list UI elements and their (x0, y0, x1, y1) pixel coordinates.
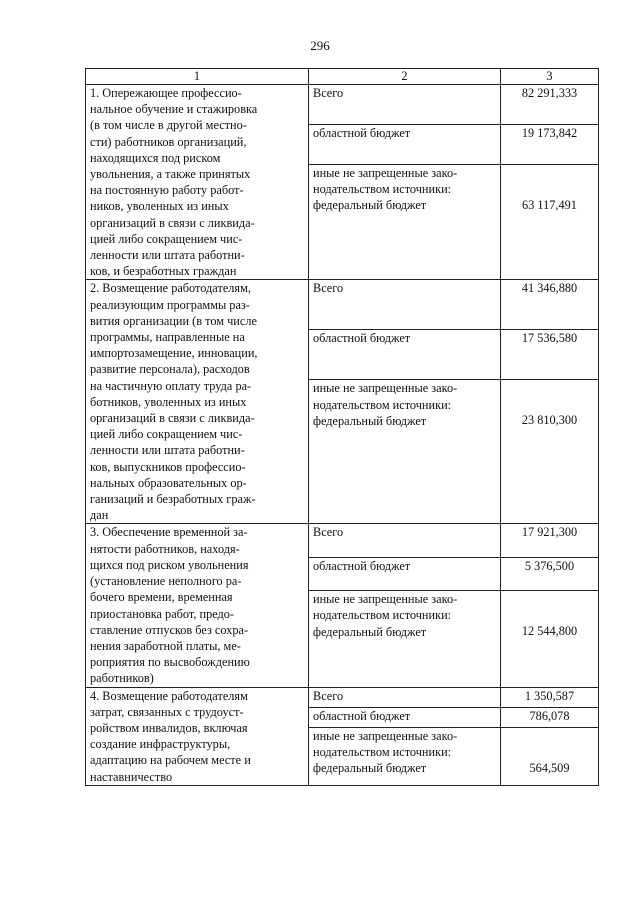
measure-description (86, 524, 309, 687)
description-line: (установление неполного ра- (90, 574, 242, 589)
regional-budget-label: областной бюджет (309, 557, 501, 590)
other-sources-line: иные не запрещенные зако- (313, 381, 458, 396)
description-line: дан (90, 508, 109, 523)
description-line: приостановка работ, предо- (90, 606, 235, 621)
total-label: Всего (309, 85, 501, 125)
regional-budget-amount: 5 376,500 (501, 557, 599, 590)
description-line: адаптацию на рабочем месте и (90, 753, 251, 768)
table-header-row (86, 69, 599, 85)
description-line: 4. Возмещение работодателям (90, 688, 248, 703)
description-line: цией либо сокращением чис- (90, 427, 243, 442)
total-label: Всего (309, 687, 501, 707)
other-sources-line: иные не запрещенные зако- (313, 728, 458, 743)
other-sources-label (309, 165, 501, 280)
regional-budget-label: областной бюджет (309, 330, 501, 380)
federal-budget-amount (501, 165, 599, 280)
other-sources-label (309, 591, 501, 687)
description-line: развитие персонала), расходов (90, 362, 250, 377)
measure-description (86, 280, 309, 524)
description-line: на постоянную работу работ- (90, 183, 244, 198)
other-sources-line: федеральный бюджет (313, 624, 427, 639)
table-row (86, 524, 599, 557)
description-line: организаций в связи с ликвида- (90, 411, 255, 426)
regional-budget-amount: 786,078 (501, 707, 599, 727)
measure-description (86, 85, 309, 280)
table-row (86, 280, 599, 330)
description-line: 2. Возмещение работодателям, (90, 281, 251, 296)
other-sources-label (309, 380, 501, 524)
description-line: 1. Опережающее профессио- (90, 86, 242, 100)
federal-budget-value: 23 810,300 (521, 413, 578, 428)
other-sources-line: федеральный бюджет (313, 198, 427, 213)
other-sources-line: федеральный бюджет (313, 413, 427, 428)
other-sources-line: нодательством источники: (313, 182, 452, 197)
description-line: ков, и безработных граждан (90, 264, 237, 279)
total-amount: 17 921,300 (501, 524, 599, 557)
description-line: нятости работников, находя- (90, 541, 240, 556)
total-amount: 1 350,587 (501, 687, 599, 707)
description-line: ленности или штата работни- (90, 248, 245, 263)
description-line: работников) (90, 671, 154, 686)
description-line: цией либо сокращением чис- (90, 231, 243, 246)
federal-budget-value: 12 544,800 (521, 624, 578, 639)
federal-budget-amount (501, 380, 599, 524)
other-sources-line: иные не запрещенные зако- (313, 592, 458, 607)
description-line: создание инфраструктуры, (90, 737, 231, 752)
other-sources-label (309, 727, 501, 785)
description-line: (в том числе в другой местно- (90, 118, 247, 133)
description-line: наставничество (90, 769, 173, 784)
federal-budget-amount (501, 591, 599, 687)
description-line: ленности или штата работни- (90, 443, 245, 458)
description-line: программы, направленные на (90, 330, 245, 345)
other-sources-line: федеральный бюджет (313, 761, 427, 776)
funding-table (85, 68, 599, 786)
column-header-3: 3 (501, 69, 599, 85)
other-sources-line: нодательством источники: (313, 608, 452, 623)
description-line: затрат, связанных с трудоуст- (90, 704, 244, 719)
total-label: Всего (309, 280, 501, 330)
table-row (86, 85, 599, 125)
description-line: ганизаций и безработных граж- (90, 492, 256, 507)
description-line: роприятия по высвобождению (90, 655, 250, 670)
regional-budget-label: областной бюджет (309, 125, 501, 165)
description-line: вития организации (в том числе (90, 313, 257, 328)
description-line: увольнения, а также принятых (90, 167, 251, 182)
description-line: находящихся под риском (90, 150, 221, 165)
description-line: ставление отпусков без сохра- (90, 622, 249, 637)
total-amount: 41 346,880 (501, 280, 599, 330)
description-line: реализующим программы раз- (90, 297, 250, 312)
description-line: на частичную оплату труда ра- (90, 378, 252, 393)
description-line: 3. Обеспечение временной за- (90, 525, 248, 540)
regional-budget-amount: 19 173,842 (501, 125, 599, 165)
description-line: нальное обучение и стажировка (90, 102, 258, 117)
description-line: организаций в связи с ликвида- (90, 215, 255, 230)
description-line: импортозамещение, инновации, (90, 346, 258, 361)
column-header-1: 1 (86, 69, 309, 85)
description-line: ков, выпускников профессио- (90, 459, 246, 474)
other-sources-line: иные не запрещенные зако- (313, 166, 458, 181)
description-line: нения заработной платы, ме- (90, 638, 241, 653)
description-line: ников, уволенных из иных (90, 199, 229, 214)
measure-description (86, 687, 309, 785)
federal-budget-value: 63 117,491 (522, 198, 577, 213)
table-row (86, 687, 599, 707)
total-label: Всего (309, 524, 501, 557)
description-line: ройством инвалидов, включая (90, 720, 248, 735)
regional-budget-amount: 17 536,580 (501, 330, 599, 380)
total-amount: 82 291,333 (501, 85, 599, 125)
description-line: сти) работников организаций, (90, 134, 247, 149)
column-header-2: 2 (309, 69, 501, 85)
description-line: нальных образовательных ор- (90, 475, 247, 490)
description-line: щихся под риском увольнения (90, 557, 249, 572)
page-number: 296 (310, 38, 330, 53)
other-sources-line: нодательством источники: (313, 397, 452, 412)
federal-budget-value: 564,509 (529, 760, 570, 775)
description-line: ботников, уволенных из иных (90, 394, 247, 409)
other-sources-line: нодательством источники: (313, 744, 452, 759)
federal-budget-amount (501, 727, 599, 785)
description-line: бочего времени, временная (90, 590, 233, 605)
regional-budget-label: областной бюджет (309, 707, 501, 727)
